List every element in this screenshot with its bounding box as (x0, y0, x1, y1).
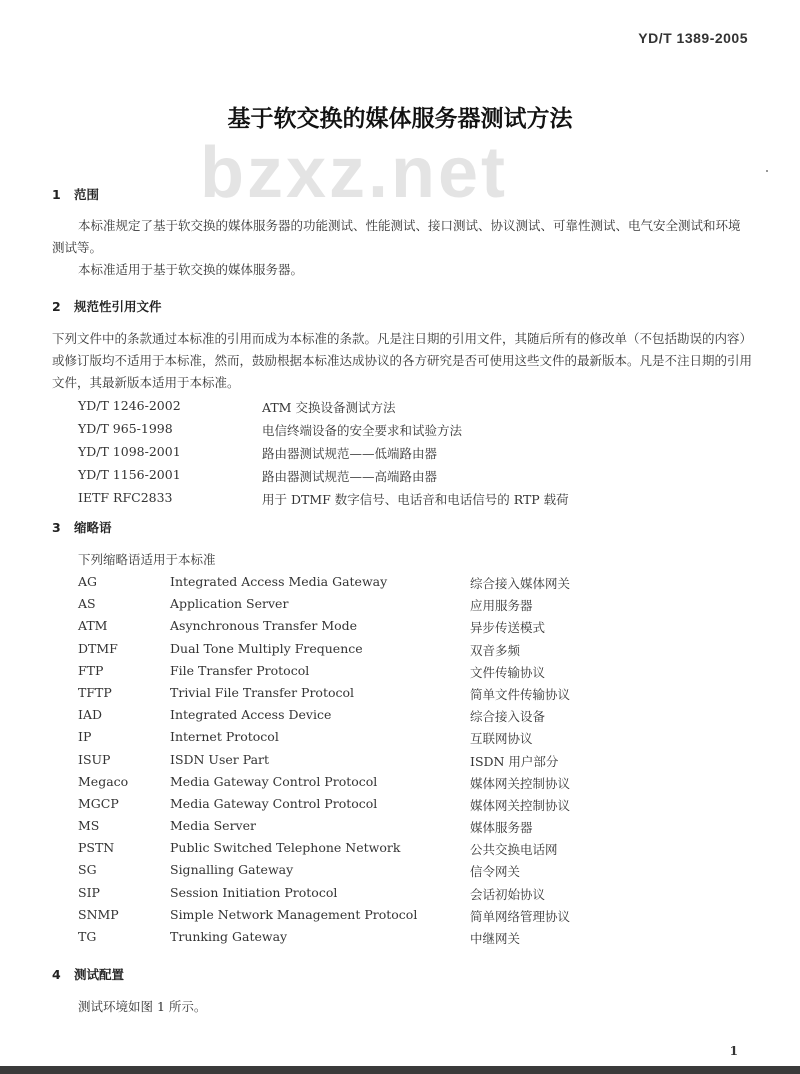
abbreviation-row (78, 818, 678, 840)
abbr-term: IP (78, 729, 92, 745)
abbr-chinese: 互联网协议 (470, 731, 533, 747)
bottom-rule (0, 1066, 800, 1074)
reference-title: ATM 交换设备测试方法 (262, 400, 396, 415)
abbr-english: Simple Network Management Protocol (170, 906, 418, 922)
abbr-chinese: 中继网关 (470, 931, 521, 946)
reference-item (78, 467, 748, 490)
reference-item (78, 398, 748, 421)
abbreviation-row (78, 862, 678, 884)
abbr-term: SIP (78, 884, 100, 900)
abbr-term: TFTP (78, 684, 112, 700)
abbr-english: Application Server (170, 596, 289, 612)
abbreviation-row (78, 752, 678, 774)
abbr-chinese: 媒体网关控制协议 (470, 797, 571, 813)
abbr-term: PSTN (78, 840, 115, 856)
abbr-chinese: 综合接入媒体网关 (470, 576, 571, 591)
standard-code: YD/T 1389-2005 (638, 30, 748, 46)
abbr-chinese: 媒体服务器 (470, 820, 533, 836)
abbreviation-row (78, 574, 678, 596)
abbr-chinese: 文件传输协议 (470, 664, 546, 680)
reference-code: YD/T 1098-2001 (78, 444, 181, 459)
section-1-body (52, 215, 752, 281)
reference-code: YD/T 1246-2002 (78, 398, 181, 413)
abbr-english: Integrated Access Media Gateway (170, 574, 388, 589)
abbr-term: Megaco (78, 773, 129, 789)
abbreviation-row (78, 774, 678, 796)
reference-item (78, 490, 748, 513)
abbr-term: MS (78, 818, 100, 834)
abbreviation-row (78, 729, 678, 751)
abbr-chinese: ISDN 用户部分 (470, 753, 559, 769)
abbr-term: TG (78, 929, 97, 944)
abbr-term: ISUP (78, 751, 111, 767)
abbr-term: MGCP (78, 795, 119, 811)
reference-title: 电信终端设备的安全要求和试验方法 (262, 423, 463, 438)
abbr-english: Trunking Gateway (170, 929, 288, 944)
abbr-english: Dual Tone Multiply Frequence (170, 640, 363, 656)
reference-code: IETF RFC2833 (78, 490, 173, 505)
reference-title: 用于 DTMF 数字信号、电话音和电话信号的 RTP 载荷 (262, 492, 569, 507)
reference-item (78, 421, 748, 444)
abbreviation-list (78, 574, 678, 951)
abbr-chinese: 媒体网关控制协议 (470, 775, 571, 791)
abbr-chinese: 简单文件传输协议 (470, 686, 571, 702)
abbr-chinese: 会话初始协议 (470, 886, 546, 902)
abbreviation-row (78, 663, 678, 685)
abbreviation-row (78, 596, 678, 618)
abbreviation-row (78, 641, 678, 663)
abbreviation-row (78, 796, 678, 818)
abbr-chinese: 信令网关 (470, 864, 521, 880)
abbr-term: FTP (78, 662, 104, 678)
abbreviation-row (78, 685, 678, 707)
abbr-term: DTMF (78, 640, 118, 656)
abbr-english: File Transfer Protocol (170, 662, 310, 678)
abbreviation-row (78, 618, 678, 640)
reference-item (78, 444, 748, 467)
speck (766, 170, 768, 172)
section-3-intro: 下列缩略语适用于本标准 (78, 552, 216, 567)
abbr-term: AG (78, 574, 98, 589)
watermark: bzxz.net (200, 133, 509, 213)
abbr-english: Public Switched Telephone Network (170, 840, 401, 856)
abbr-chinese: 综合接入设备 (470, 709, 546, 725)
abbr-term: SG (78, 862, 97, 878)
abbr-english: Media Gateway Control Protocol (170, 795, 378, 811)
abbr-english: Media Server (170, 818, 256, 834)
abbreviation-row (78, 907, 678, 929)
abbr-term: IAD (78, 707, 102, 723)
abbr-english: Integrated Access Device (170, 707, 332, 723)
abbr-chinese: 双音多频 (470, 642, 521, 658)
abbr-chinese: 异步传送模式 (470, 620, 546, 636)
abbr-english: Session Initiation Protocol (170, 884, 338, 900)
reference-code: YD/T 965-1998 (78, 421, 173, 436)
abbr-english: Trivial File Transfer Protocol (170, 684, 355, 700)
section-3-heading: 3 缩略语 (52, 520, 112, 535)
abbr-english: ISDN User Part (170, 751, 270, 767)
section-4-heading: 4 测试配置 (52, 967, 125, 982)
section-1-para-1: 本标准规定了基于软交换的媒体服务器的功能测试、性能测试、接口测试、协议测试、可靠性测试、电气安全测试和环境测试等。 (52, 218, 741, 255)
abbr-english: Media Gateway Control Protocol (170, 773, 378, 789)
abbreviation-row (78, 707, 678, 729)
section-2-body: 下列文件中的条款通过本标准的引用而成为本标准的条款。凡是注日期的引用文件，其随后所有的修改单（不包括勘误的内容）或修订版均不适用于本标准，然而，鼓励根据本标准达成协议的各方研究是否可使用这些文件的最新版本。凡是不注日期的引用文件，其最新版本适用于本标准。 (52, 331, 753, 390)
section-1-para-2: 本标准适用于基于软交换的媒体服务器。 (78, 262, 304, 277)
abbr-english: Asynchronous Transfer Mode (170, 618, 358, 634)
abbr-term: AS (78, 596, 96, 612)
abbr-term: SNMP (78, 906, 119, 922)
abbr-english: Signalling Gateway (170, 862, 294, 878)
reference-list (78, 398, 748, 513)
abbr-chinese: 公共交换电话网 (470, 842, 558, 858)
abbr-english: Internet Protocol (170, 729, 279, 745)
page-title: 基于软交换的媒体服务器测试方法 (227, 106, 573, 132)
section-1-heading: 1 范围 (52, 187, 100, 202)
section-4-body: 测试环境如图 1 所示。 (78, 999, 207, 1014)
abbr-chinese: 应用服务器 (470, 598, 533, 614)
abbr-chinese: 简单网络管理协议 (470, 908, 571, 924)
abbr-term: ATM (78, 618, 108, 634)
reference-title: 路由器测试规范——高端路由器 (262, 469, 438, 484)
abbreviation-row (78, 929, 678, 951)
abbreviation-row (78, 840, 678, 862)
reference-title: 路由器测试规范——低端路由器 (262, 446, 438, 461)
abbreviation-row (78, 885, 678, 907)
page-number: 1 (729, 1044, 738, 1058)
section-2-heading: 2 规范性引用文件 (52, 299, 162, 314)
reference-code: YD/T 1156-2001 (78, 467, 181, 482)
